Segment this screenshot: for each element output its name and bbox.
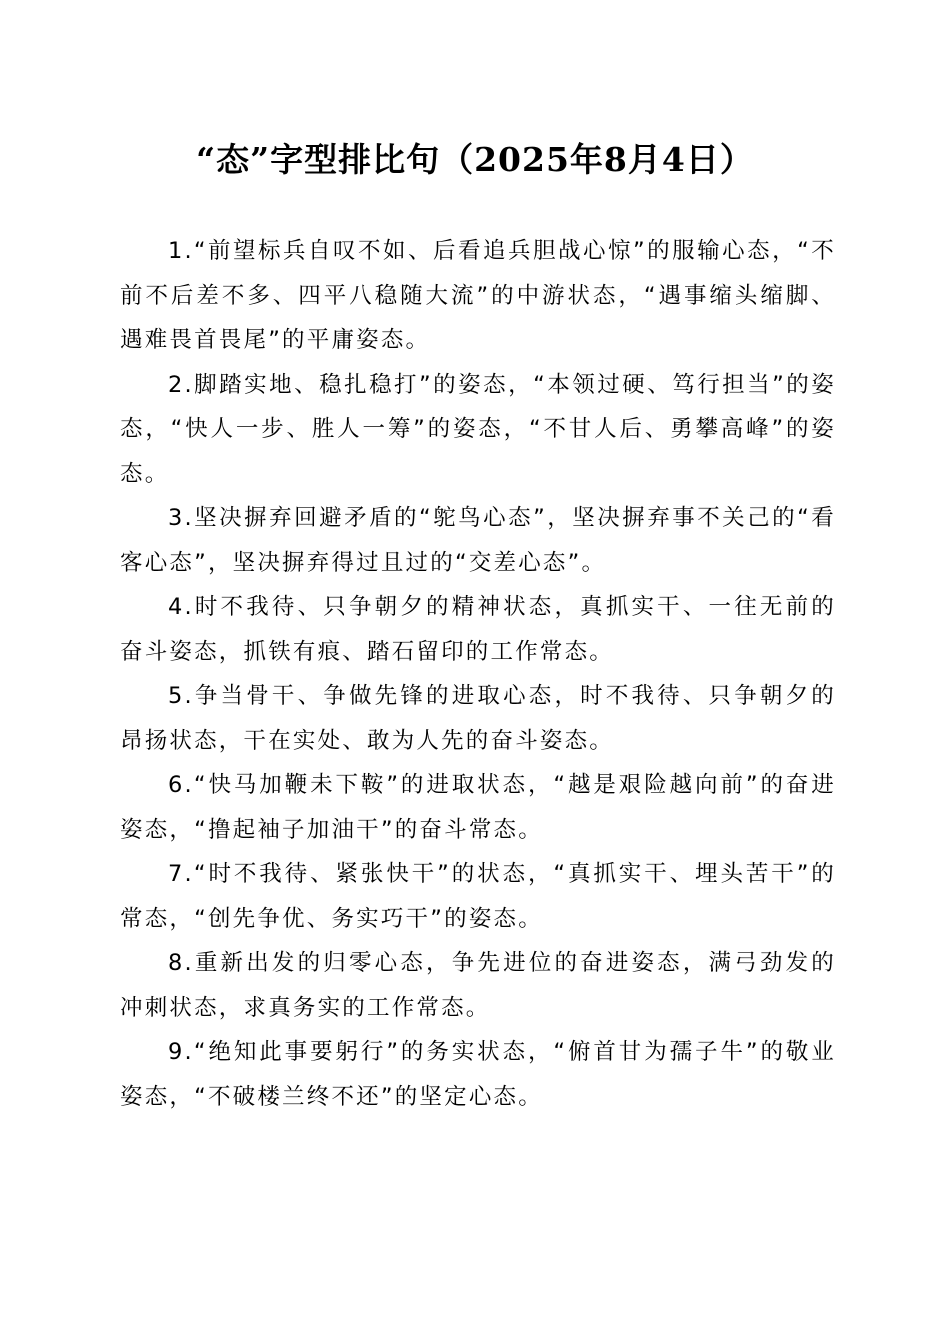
paragraph-3: 3.坚决摒弃回避矛盾的“鸵鸟心态”，坚决摒弃事不关己的“看客心态”，坚决摒弃得过且过的“交差心态”。 [120,505,836,576]
paragraph-4: 4.时不我待、只争朝夕的精神状态，真抓实干、一往无前的奋斗姿态，抓铁有痕、踏石留印的工作常态。 [120,594,836,665]
document-body [120,229,836,1119]
paragraph-1: 1.“前望标兵自叹不如、后看追兵胆战心惊”的服输心态，“不前不后差不多、四平八稳随大流”的中游状态，“遇事缩头缩脚、遇难畏首畏尾”的平庸姿态。 [120,238,836,353]
paragraph-6: 6.“快马加鞭未下鞍”的进取状态，“越是艰险越向前”的奋进姿态，“撸起袖子加油干”的奋斗常态。 [120,772,836,843]
paragraph-9: 9.“绝知此事要躬行”的务实状态，“俯首甘为孺子牛”的敬业姿态，“不破楼兰终不还”的坚定心态。 [120,1039,836,1110]
document-title: “态”字型排比句（2025年8月4日） [196,140,754,179]
paragraph-2: 2.脚踏实地、稳扎稳打”的姿态，“本领过硬、笃行担当”的姿态，“快人一步、胜人一筹”的姿态，“不甘人后、勇攀高峰”的姿态。 [120,371,836,487]
paragraph-8: 8.重新出发的归零心态，争先进位的奋进姿态，满弓劲发的冲刺状态，求真务实的工作常态。 [120,950,836,1021]
paragraph-7: 7.“时不我待、紧张快干”的状态，“真抓实干、埋头苦干”的常态，“创先争优、务实巧干”的姿态。 [120,861,836,932]
paragraph-5: 5.争当骨干、争做先锋的进取心态，时不我待、只争朝夕的昂扬状态，干在实处、敢为人先的奋斗姿态。 [120,683,836,754]
